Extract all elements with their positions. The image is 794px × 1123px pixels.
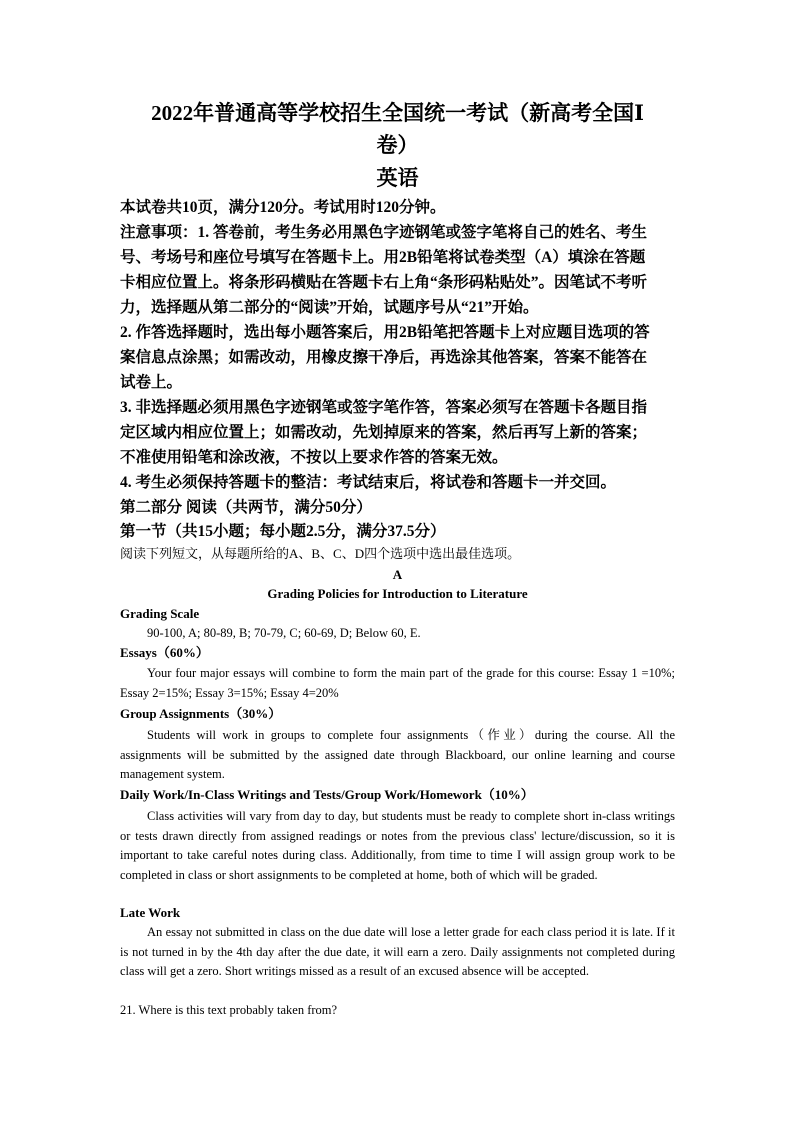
- group-assignments-heading: Group Assignments（30%）: [120, 706, 282, 721]
- daily-work-heading: Daily Work/In-Class Writings and Tests/Group Work/Homework（10%）: [120, 787, 534, 802]
- question-21: 21. Where is this text probably taken from?: [120, 1003, 338, 1017]
- essays-text: Your four major essays will combine to form the main part of the grade for this course: Essay 1 =10%; Essay 2=15%; Essay 3=15%; Essay 4=20%: [120, 666, 675, 700]
- note2-line1: 2. 作答选择题时，选出每小题答案后，用2B铅笔把答题卡上对应题目选项的答: [120, 324, 650, 341]
- note1-line1: 注意事项：1. 答卷前，考生务必用黑色字迹钢笔或签字笔将自己的姓名、考生: [120, 224, 648, 241]
- note3-line1: 3. 非选择题必须用黑色字迹钢笔或签字笔作答，答案必须写在答题卡各题目指: [120, 399, 648, 416]
- late-work-heading: Late Work: [120, 905, 181, 920]
- note2-line3: 试卷上。: [120, 374, 183, 391]
- note1-line2: 号、考场号和座位号填写在答题卡上。用2B铅笔将试卷类型（A）填涂在答题: [120, 249, 646, 266]
- passage-label: A: [392, 567, 403, 582]
- note1-line3: 卡相应位置上。将条形码横贴在答题卡右上角“条形码粘贴处”。因笔试不考听: [120, 274, 648, 291]
- subject-heading: 英语: [376, 166, 419, 190]
- note4: 4. 考生必须保持答题卡的整洁：考试结束后，将试卷和答题卡一并交回。: [120, 474, 617, 491]
- passage-title: Grading Policies for Introduction to Literature: [267, 586, 528, 601]
- note3-line3: 不准使用铅笔和涂改液，不按以上要求作答的答案无效。: [120, 449, 508, 466]
- exam-intro: 本试卷共10页，满分120分。考试用时120分钟。: [120, 199, 446, 216]
- late-work-text: An essay not submitted in class on the due date will lose a letter grade for each class period it is late. If it is not turned in by the 4th day after the due date, it will earn a zero. Daily assignments not completed during class will get a zero. Short writings missed as a result of an excused absence will be accepted.: [120, 925, 675, 978]
- part2-heading: 第二部分 阅读（共两节，满分50分）: [120, 499, 372, 516]
- exam-title-line2: 卷）: [376, 133, 419, 157]
- exam-title-line1: 2022年普通高等学校招生全国统一考试（新高考全国Ⅰ: [151, 101, 644, 125]
- reading-directions: 阅读下列短文，从每题所给的A、B、C、D四个选项中选出最佳选项。: [120, 546, 521, 561]
- note1-line4: 力，选择题从第二部分的“阅读”开始，试题序号从“21”开始。: [120, 299, 539, 316]
- grading-scale-text: 90-100, A; 80-89, B; 70-79, C; 60-69, D; Below 60, E.: [147, 626, 421, 640]
- grading-scale-heading: Grading Scale: [120, 606, 200, 621]
- note3-line2: 定区域内相应位置上；如需改动，先划掉原来的答案，然后再写上新的答案；: [120, 424, 648, 441]
- note2-line2: 案信息点涂黑；如需改动，用橡皮擦干净后，再选涂其他答案，答案不能答在: [120, 349, 648, 366]
- group-assignments-text: Students will work in groups to complete four assignments（作业）during the course. All the assignments will be submitted by the assigned date through Blackboard, our online learning and course management system.: [120, 728, 675, 781]
- daily-work-text: Class activities will vary from day to day, but students must be ready to complete short in-class writings or tests drawn directly from assigned readings or notes from the previous class' lecture/discussion, so it is important to take careful notes during class. Additionally, from time to time I will assign group work to be completed in class or short assignments to be completed at home, both of which will be graded.: [120, 809, 675, 882]
- essays-heading: Essays（60%）: [120, 645, 209, 660]
- section1-heading: 第一节（共15小题；每小题2.5分，满分37.5分）: [120, 523, 446, 540]
